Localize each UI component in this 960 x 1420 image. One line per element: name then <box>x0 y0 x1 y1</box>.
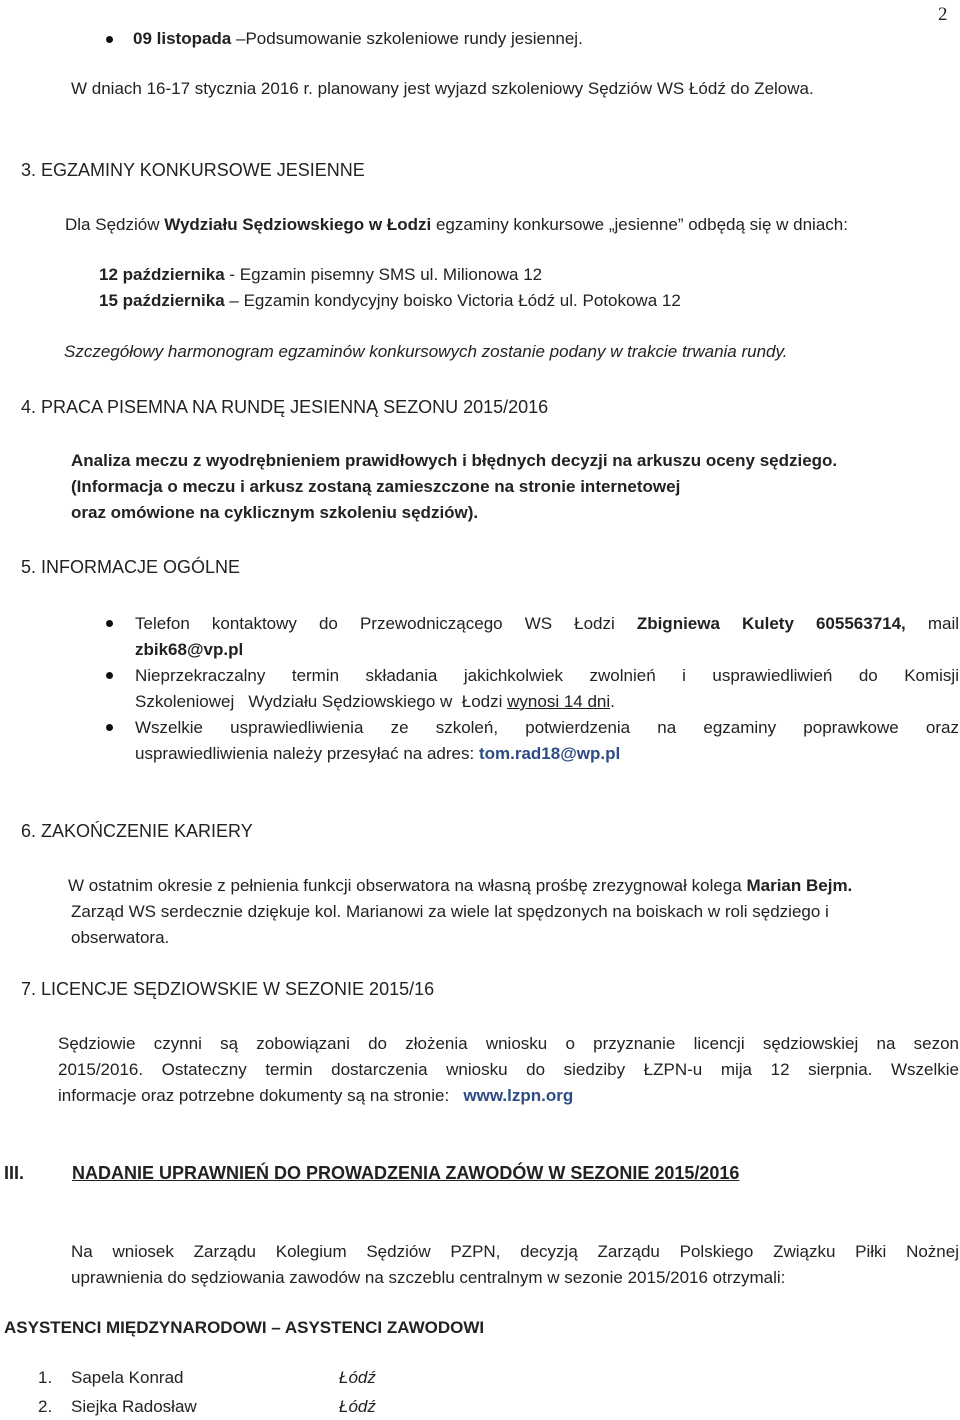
send-email-link[interactable]: tom.rad18@wp.pl <box>478 744 621 763</box>
person-number: 1. <box>38 1368 53 1387</box>
bullet-icon <box>106 724 113 731</box>
section-iii-numeral: III. <box>4 1163 25 1183</box>
license-line-2: 2015/2016. Ostateczny termin dostarczenia wniosku do siedziby ŁZPN-u mija 12 sierpnia. Wszelkie <box>58 1060 959 1079</box>
career-end-line-2: Zarząd WS serdecznie dziękuje kol. Marianowi za wiele lat spędzonych na boiskach w roli sędziego i <box>71 902 829 921</box>
section-3-heading: 3. EGZAMINY KONKURSOWE JESIENNE <box>21 160 365 180</box>
contact-line-1: Telefon kontaktowy do Przewodniczącego WS Łodzi Zbigniewa Kulety 605563714, mail <box>135 614 960 633</box>
excuse-send-line-1: Wszelkie usprawiedliwienia ze szkoleń, potwierdzenia na egzaminy poprawkowe oraz <box>135 718 959 737</box>
deadline-14-days: wynosi 14 dni <box>507 692 611 711</box>
section-iii-heading: NADANIE UPRAWNIEŃ DO PROWADZENIA ZAWODÓW W SEZONIE 2015/2016 <box>72 1163 740 1183</box>
observer-name: Marian Bejm. <box>746 876 853 895</box>
section-7-heading: 7. LICENCJE SĘDZIOWSKIE W SEZONIE 2015/16 <box>21 979 435 999</box>
section-3-intro: Dla Sędziów Wydziału Sędziowskiego w Łodzi egzaminy konkursowe „jesienne” odbędą się w dniach: <box>65 215 848 234</box>
assistants-subheading: ASYSTENCI MIĘDZYNARODOWI – ASYSTENCI ZAWODOWI <box>4 1318 485 1337</box>
section-6-heading: 6. ZAKOŃCZENIE KARIERY <box>21 821 253 841</box>
license-line-3: informacje oraz potrzebne dokumenty są na stronie: www.lzpn.org <box>58 1086 574 1105</box>
written-work-line-1: Analiza meczu z wyodrębnieniem prawidłowych i błędnych decyzji na arkuszu oceny sędziego. <box>71 451 838 470</box>
trip-line: W dniach 16-17 stycznia 2016 r. planowany jest wyjazd szkoleniowy Sędziów WS Łódź do Zelowa. <box>71 79 814 98</box>
contact-email: zbik68@vp.pl <box>135 640 244 659</box>
authorization-line-1: Na wniosek Zarządu Kolegium Sędziów PZPN, decyzją Zarządu Polskiego Związku Piłki Nożnej <box>71 1242 959 1261</box>
excuse-send-line-2: usprawiedliwienia należy przesyłać na adres: tom.rad18@wp.pl <box>135 744 621 763</box>
excuse-deadline-line-2: Szkoleniowej Wydziału Sędziowskiego w Łodzi wynosi 14 dni. <box>135 692 615 711</box>
bullet-icon <box>106 36 113 43</box>
bullet-icon <box>106 672 113 679</box>
written-work-line-2: (Informacja o meczu i arkusz zostaną zamieszczone na stronie internetowej <box>71 477 681 496</box>
person-name: Siejka Radosław <box>71 1397 197 1416</box>
chairman-name: Zbigniewa Kulety <box>636 614 794 633</box>
section-5-heading: 5. INFORMACJE OGÓLNE <box>21 557 241 577</box>
bullet-item-podsumowanie <box>133 29 583 49</box>
career-end-line-3: obserwatora. <box>71 928 170 947</box>
excuse-deadline-line-1: Nieprzekraczalny termin składania jakichkolwiek zwolnień i usprawiedliwień do Komisji <box>135 666 959 685</box>
date-label: 09 listopada <box>133 29 232 48</box>
exam-schedule-note: Szczegółowy harmonogram egzaminów konkursowych zostanie podany w trakcie trwania rundy. <box>64 342 788 361</box>
license-line-1: Sędziowie czynni są zobowiązani do złożenia wniosku o przyznanie licencji sędziowskiej na sezon <box>58 1034 959 1053</box>
bullet-text: –Podsumowanie szkoleniowe rundy jesiennej. <box>231 29 583 48</box>
exam-line-2: 15 października – Egzamin kondycyjny boisko Victoria Łódź ul. Potokowa 12 <box>99 291 681 310</box>
page-number: 2 <box>938 4 948 25</box>
lzpn-website-link[interactable]: www.lzpn.org <box>463 1086 574 1105</box>
exam-line-1: 12 października - Egzamin pisemny SMS ul. Milionowa 12 <box>99 265 543 284</box>
section-4-heading: 4. PRACA PISEMNA NA RUNDĘ JESIENNĄ SEZONU 2015/2016 <box>21 397 549 417</box>
person-city: Łódź <box>339 1368 376 1387</box>
written-work-line-3: oraz omówione na cyklicznym szkoleniu sędziów). <box>71 503 479 522</box>
career-end-line-1: W ostatnim okresie z pełnienia funkcji obserwatora na własną prośbę zrezygnował kolega Marian Bejm. <box>68 876 853 895</box>
person-number: 2. <box>38 1397 53 1416</box>
phone-number: 605563714, <box>815 614 906 633</box>
person-city: Łódź <box>339 1397 376 1416</box>
person-name: Sapela Konrad <box>71 1368 184 1387</box>
bullet-icon <box>106 620 113 627</box>
authorization-line-2: uprawnienia do sędziowania zawodów na szczeblu centralnym w sezonie 2015/2016 otrzymali: <box>71 1268 786 1287</box>
